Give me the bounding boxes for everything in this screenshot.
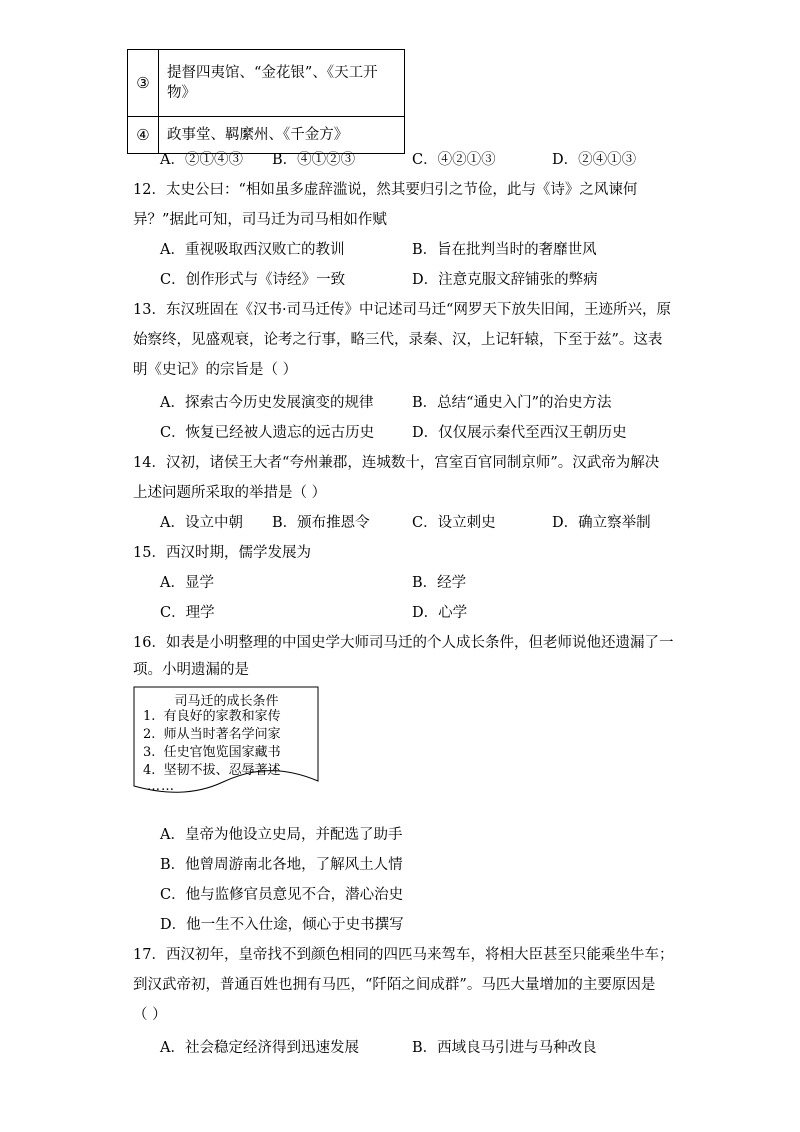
- q17-stem-line-1: 17．西汉初年，皇帝找不到颜色相同的四匹马来驾车，将相大臣甚至只能乘坐牛车；: [133, 947, 674, 963]
- note-item-number: 4.: [143, 763, 156, 778]
- q16-option-d[interactable]: D．他一生不入仕途，倾心于史书撰写: [160, 917, 404, 933]
- q15-stem-line-1: 15．西汉时期，儒学发展为: [133, 545, 311, 561]
- handwritten-note: [133, 686, 320, 793]
- note-item-number: 2.: [143, 727, 156, 742]
- q13-option-c[interactable]: C．恢复已经被人遗忘的远古历史: [160, 425, 375, 441]
- q14-stem-line-1: 14．汉初，诸侯王大者“夸州兼郡，连城数十，宫室百官同制京师”。汉武帝为解决: [133, 455, 660, 471]
- table-row: [128, 50, 405, 117]
- note-item: [143, 762, 281, 780]
- q13-option-d[interactable]: D．仅仅展示秦代至西汉王朝历史: [412, 425, 627, 441]
- note-item: [143, 744, 281, 762]
- note-item-text: 有良好的家教和家传: [163, 709, 281, 724]
- note-title: 司马迁的成长条件: [174, 694, 279, 709]
- q14-option-d[interactable]: D．确立察举制: [552, 515, 651, 531]
- table-row-number: ③: [128, 50, 159, 117]
- note-item: [143, 708, 281, 726]
- q11-option-b[interactable]: B．④①②③: [272, 152, 356, 168]
- q16-stem-line-2: 项。小明遗漏的是: [133, 662, 249, 678]
- q13-stem-line-2: 始察终，见盛观衰，论考之行事，略三代，录秦、汉，上记轩辕，下至于兹”。这表: [133, 332, 663, 348]
- q17-option-a[interactable]: A．社会稳定经济得到迅速发展: [160, 1040, 359, 1056]
- q11-option-c[interactable]: C．④②①③: [412, 152, 496, 168]
- note-item-number: 1.: [143, 709, 156, 724]
- q15-option-c[interactable]: C．理学: [160, 605, 215, 621]
- note-item-text: 任史官饱览国家藏书: [163, 745, 281, 760]
- q15-option-a[interactable]: A．显学: [160, 575, 214, 591]
- q11-option-d[interactable]: D．②④①③: [552, 152, 637, 168]
- q15-option-b[interactable]: B．经学: [412, 575, 467, 591]
- q13-stem-line-3: 明《史记》的宗旨是（ ）: [133, 362, 298, 378]
- q13-stem-line-1: 13．东汉班固在《汉书·司马迁传》中记述司马迁“网罗天下放失旧闻，王迹所兴，原: [133, 302, 671, 318]
- q12-option-d[interactable]: D．注意克服文辞铺张的弊病: [412, 272, 598, 288]
- q14-stem-line-2: 上述问题所采取的举措是（ ）: [133, 485, 327, 501]
- table-row-text: 政事堂、羁縻州、《千金方》: [159, 117, 405, 154]
- answer-table: [127, 49, 405, 154]
- q17-stem-line-2: 到汉武帝初，普通百姓也拥有马匹，“阡陌之间成群”。马匹大量增加的主要原因是: [133, 977, 656, 993]
- q14-option-c[interactable]: C．设立刺史: [412, 515, 496, 531]
- q14-option-a[interactable]: A．设立中朝: [160, 515, 243, 531]
- note-item-number: 3.: [143, 745, 156, 760]
- q11-option-a[interactable]: A．②①④③: [160, 152, 243, 168]
- table-row-number: ④: [128, 117, 159, 154]
- q12-stem-line-1: 12．太史公曰：“相如虽多虚辞滥说，然其要归引之节俭，此与《诗》之风谏何: [133, 182, 638, 198]
- q12-option-c[interactable]: C．创作形式与《诗经》一致: [160, 272, 346, 288]
- note-item: [143, 726, 281, 744]
- q16-option-b[interactable]: B．他曾周游南北各地，了解风土人情: [160, 857, 403, 873]
- q16-option-c[interactable]: C．他与监修官员意见不合，潜心治史: [160, 887, 404, 903]
- q15-option-d[interactable]: D．心学: [412, 605, 468, 621]
- q17-stem-line-3: （ ）: [133, 1007, 167, 1023]
- q13-option-b[interactable]: B．总结“通史入门”的治史方法: [412, 395, 612, 411]
- q13-option-a[interactable]: A．探索古今历史发展演变的规律: [160, 395, 374, 411]
- note-ellipsis: ……: [147, 779, 175, 794]
- table-row-text: 提督四夷馆、“金花银”、《天工开物》: [159, 50, 405, 117]
- q12-stem-line-2: 异？”据此可知，司马迁为司马相如作赋: [133, 212, 387, 228]
- q16-stem-line-1: 16．如表是小明整理的中国史学大师司马迁的个人成长条件，但老师说他还遗漏了一: [133, 635, 674, 651]
- table-row: [128, 117, 405, 154]
- q14-option-b[interactable]: B．颁布推恩令: [272, 515, 370, 531]
- q12-option-b[interactable]: B．旨在批判当时的奢靡世风: [412, 242, 597, 258]
- q17-option-b[interactable]: B．西域良马引进与马种改良: [412, 1040, 597, 1056]
- q16-option-a[interactable]: A．皇帝为他设立史局，并配选了助手: [160, 827, 403, 843]
- q12-option-a[interactable]: A．重视吸取西汉败亡的教训: [160, 242, 345, 258]
- note-item-text: 师从当时著名学问家: [163, 727, 281, 742]
- note-item-text: 坚韧不拔、忍辱著述: [163, 763, 281, 778]
